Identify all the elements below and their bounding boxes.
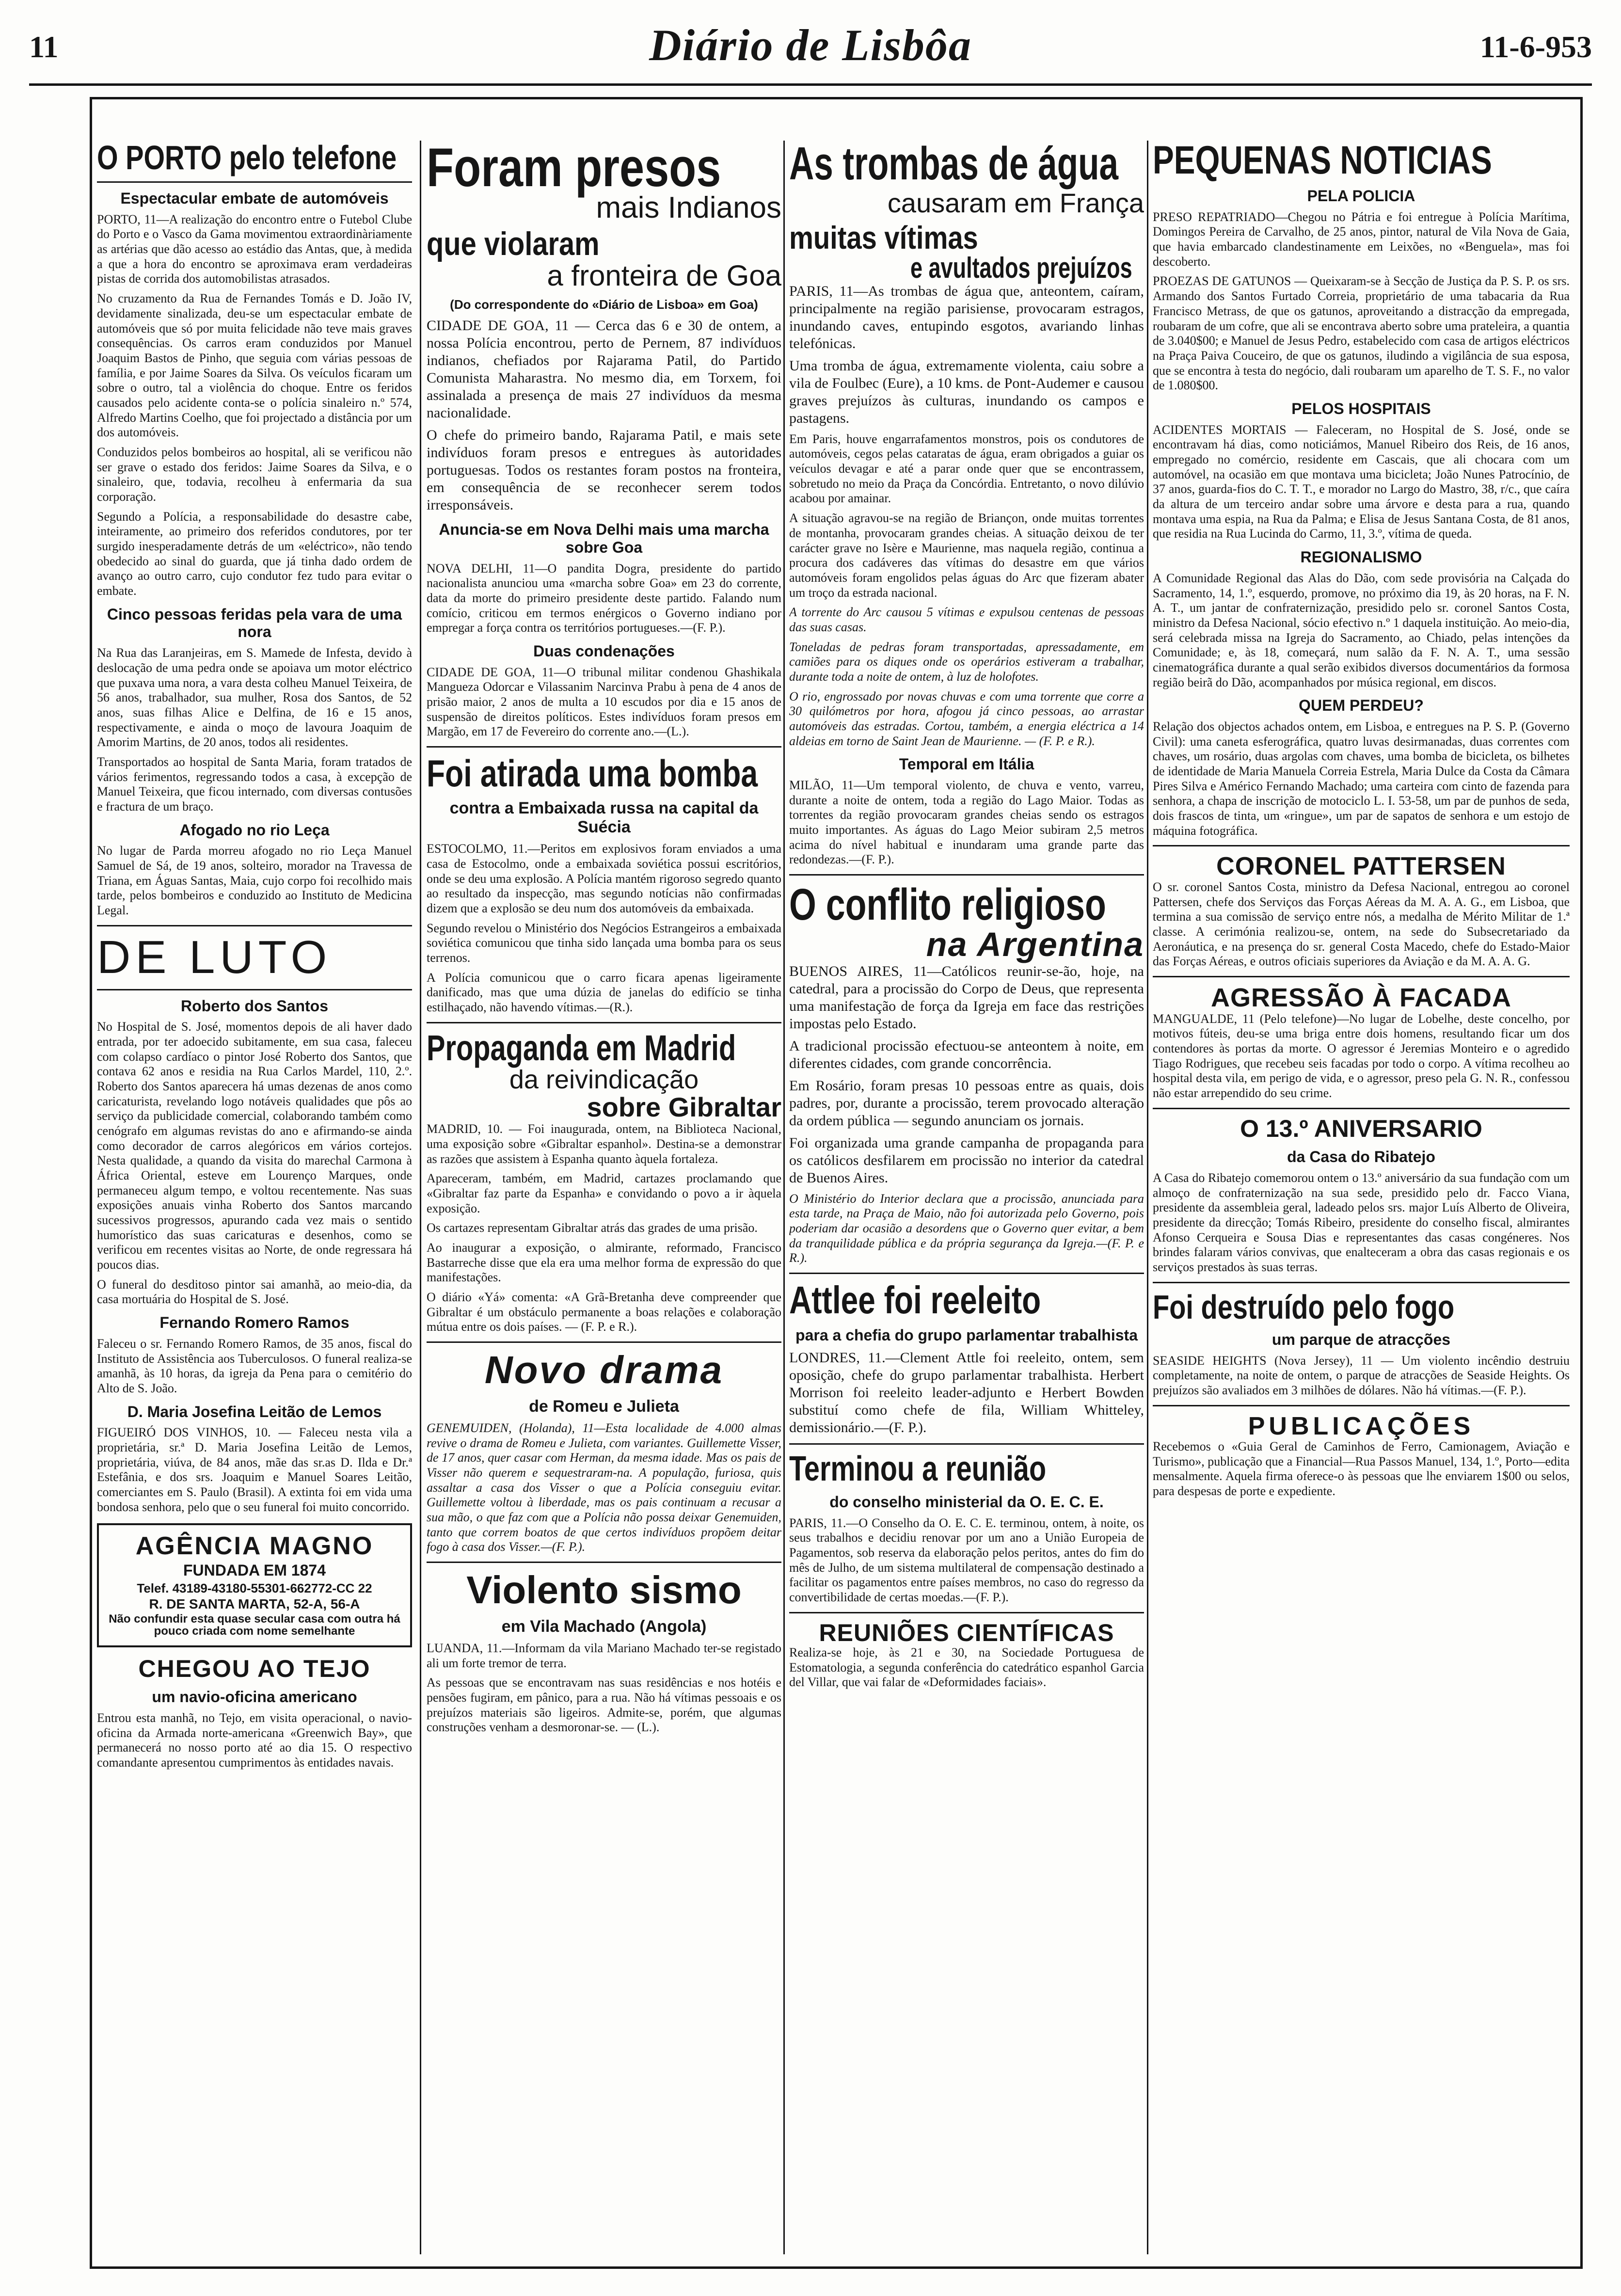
article-facada	[1153, 984, 1570, 1101]
advert-note: Não confundir esta quase secular casa com outra há pouco criada com nome semelhante	[109, 1612, 400, 1638]
rule	[427, 1022, 781, 1023]
headline-coronel: CORONEL PATTERSEN	[1216, 852, 1506, 881]
paragraph: A Polícia comunicou que o carro ficara apenas ligeiramente danificado, mas que uma dúzia de janelas do edifício se tinha estilhaçado, não havendo vítimas.—(R.).	[427, 970, 781, 1014]
paragraph: PARIS, 11—As trombas de água que, anteontem, caíram, principalmente na região parisiense, provocaram estragos, inundando caves, entupindo esgotos, avariando linhas telefónicas.	[789, 283, 1144, 351]
subhead: Roberto dos Santos	[180, 997, 328, 1015]
advert-address: R. DE SANTA MARTA, 52-A, 56-A	[149, 1596, 360, 1611]
paragraph: As pessoas que se encontravam nas suas residências e nos hotéis e pensões fugiram, em pânico, para a rua. Não há vítimas pessoais e os prejuízos materiais são ligeiros. Admite-se, porém, que algumas construções venham a desmoronar-se. — (L.).	[427, 1675, 781, 1735]
rule	[1153, 1108, 1570, 1109]
paragraph: O sr. coronel Santos Costa, ministro da Defesa Nacional, entregou ao coronel Pattersen, chefe dos Serviços das Forças Aéreas da M. A. A. G., em Lisboa, que termina a sua comissão de serviço entre nós, a medalha de Mérito Militar de 1.ª classe. A cerimónia realizou-se, ontem, na sede do Subsecretariado da Aeronáutica, e na presença do sr. general Costa Macedo, chefe do Estado-Maior das Forças Aéreas, e outros oficiais superiores da Aviação e da M. A. A. G.	[1153, 879, 1570, 969]
paragraph: BUENOS AIRES, 11—Católicos reunir-se-ão, hoje, na catedral, para a procissão do Corpo de Deus, que representa uma manifestação de força da Igreja em face das restrições impostas pelo Estado.	[789, 963, 1144, 1032]
article-presos	[427, 141, 781, 739]
column-divider	[783, 141, 785, 2254]
paragraph: ESTOCOLMO, 11.—Peritos em explosivos foram enviados a uma casa de Estocolmo, onde a embaixada soviética possui escritórios, onde se deu uma explosão. A Polícia mantém rigoroso segredo quanto ao resultado da inspecção, mas segundo notícias não confirmadas dizem que a explosão se deu num dos automóveis da embaixada.	[427, 842, 781, 915]
paragraph: PORTO, 11—A realização do encontro entre o Futebol Clube do Porto e o Vasco da Gama movimentou extraordinàriamente as artérias que dão acesso ao estádio das Antas, que, à medida a que a hora do encontro se aproximava eram verdadeiras pistas de corrida dos automobilistas atrasados.	[97, 212, 412, 286]
headline-trombas: As trombas de água	[789, 141, 1119, 190]
paragraph: ACIDENTES MORTAIS — Faleceram, no Hospital de S. José, onde se encontravam há dias, como noticiámos, Manuel Ribeiro dos Reis, de 16 anos, empregado no comércio, residente em Cascais, que ali chocara com um automóvel, na ocasião em que montava uma bicicleta; João Nunes Patrocínio, de 37 anos, guarda-fios do C. T. T., e morador no Largo do Mastro, 38, r/c., que caíra da altura de um terceiro andar sobre uma árvore e desta para a rua, quando montava uma espia, na Rua da Palma; e Elisa de Jesus Santana Costa, de 81 anos, que residia na Rua Lucinda do Carmo, 11, 3.º, vítima de queda.	[1153, 422, 1570, 541]
article-pequenas	[1153, 141, 1570, 838]
article-coronel	[1153, 853, 1570, 969]
advert-agencia-magno	[97, 1523, 412, 1647]
paragraph: A situação agravou-se na região de Briançon, onde muitas torrentes de montanha, provocaram grandes cheias. A situação deixou de ter carácter grave no Isère e Maurienne, mas naquela região, continua a procura dos cadáveres das vítimas do desastre em que vários automóveis foram engolidos pelas águas do Arc que fizeram abater um troço da estrada nacional.	[789, 511, 1144, 600]
paragraph: Segundo revelou o Ministério dos Negócios Estrangeiros a embaixada soviética comunicou que tinha sido lançada uma bomba para os seus terrenos.	[427, 921, 781, 965]
headline-madrid-3: sobre Gibraltar	[587, 1092, 781, 1123]
column-1	[97, 141, 412, 2259]
paragraph: No Hospital de S. José, momentos depois de ali haver dado entrada, por ter adoecido subitamente, em sua casa, faleceu com colapso cardíaco o pintor José Roberto dos Santos, que contava 62 anos e residia na Rua Carlos Mardel, 110, 2.º. Roberto dos Santos aparecera há umas dezenas de anos como caricaturista, revelando logo notáveis qualidades que pôs ao serviço da publicidade comercial, colaborando também como cenógrafo em algumas revistas do ano e afirmando-se ainda como decorador de carros alegóricos em vários cortejos. Nesta qualidade, a quando da visita do marechal Carmona à África Oriental, esteve em Lourenço Marques, onde permaneceu algum tempo, e voltou recentemente. Nas suas exposições anuais vinha Roberto dos Santos marcando sucessivos progressos, apurando cada vez mais o sentido humorístico das suas caricaturas e desenhos, como se verificou em recentes visitas ao Norte, de onde regressara há poucos dias.	[97, 1020, 412, 1272]
article-publicacoes	[1153, 1413, 1570, 1499]
headline-presos-2: mais Indianos	[596, 191, 781, 224]
headline-trombas-4: e avultados prejuízos	[910, 251, 1132, 284]
paragraph: Em Paris, houve engarrafamentos monstros, pois os condutores de automóveis, cegos pelas cataratas de água, eram obrigados a guiar os veículos devagar e até a parar onde quer que se encontrassem, sobretudo no meio da Praça da Concórdia. Entretanto, o novo dilúvio acabou por amainar.	[789, 431, 1144, 506]
subhead: da Casa do Ribatejo	[1287, 1148, 1435, 1166]
paragraph: Conduzidos pelos bombeiros ao hospital, ali se verificou não ser grave o estado dos feridos: Jaime Soares da Silva, e o sinaleiro, que, todavia, recolheu à enfermaria da sua corporação.	[97, 445, 412, 504]
paragraph: A Comunidade Regional das Alas do Dão, com sede provisória na Calçada do Sacramento, 14, 1.º, esquerdo, promove, no próximo dia 19, às 20 horas, na F. N. A. T., um jantar de confraternização, presidido pelo sr. coronel Santos Costa, ministro da Defesa Nacional, sócio efectivo n.º 1 daquela instituição. Ao meio-dia, será celebrada missa na Igreja do Sacramento, ao Chiado, pelas intenções da Comunidade; e, às 18, começará, num salão da F. N. A. T., uma sessão cinematográfica durante a qual serão exibidos diversos documentários da formosa região beirã do Dão, acompanhados por música regional, em discos.	[1153, 571, 1570, 689]
subhead: Afogado no rio Leça	[179, 821, 330, 839]
headline-drama: Novo drama	[484, 1348, 724, 1391]
paragraph: Foi organizada uma grande campanha de propaganda para os católicos desfilarem em procissão no interior da catedral de Buenos Aires.	[789, 1134, 1144, 1186]
paragraph: No lugar de Parda morreu afogado no rio Leça Manuel Samuel de Sá, de 19 anos, solteiro, morador na Travessa de Triana, em Águas Santas, Maia, cujo corpo foi recolhido mais tarde, pelos bombeiros e conduzido ao Instituto de Medicina Legal.	[97, 844, 412, 918]
headline-presos: Foram presos	[427, 141, 721, 198]
paragraph: Ao inaugurar a exposição, o almirante, reformado, Francisco Bastarreche disse que ela era uma melhor forma de expressão do que manifestações.	[427, 1240, 781, 1285]
subhead: em Vila Machado (Angola)	[501, 1617, 707, 1636]
headline-luto: DE LUTO	[97, 931, 332, 983]
paragraph: LONDRES, 11.—Clement Attle foi reeleito, ontem, sem oposição, chefe do grupo parlamentar trabalhista. Herbert Morrison foi reeleito leader-adjunto e Herbert Bowden substituí como chefe de fila, William Whitteley, demissionário.—(F. P.).	[789, 1349, 1144, 1435]
article-luto	[97, 933, 412, 1515]
paragraph: Na Rua das Laranjeiras, em S. Mamede de Infesta, devido à deslocação de uma pedra onde se apoiava um motor eléctrico que puxava uma nora, a vara desta colheu Manuel Teixeira, de 56 anos, trabalhador, sua mulher, Rosa dos Santos, de 52 anos, suas filhas Alice e Delfina, de 16 e 15 anos, respectivamente, e ainda o moço de lavoura Joaquim de Amorim Martins, de 20 anos, todos ali residentes.	[97, 646, 412, 749]
byline: (Do correspondente do «Diário de Lisboa» em Goa)	[450, 297, 758, 312]
paragraph: MADRID, 10. — Foi inaugurada, ontem, na Biblioteca Nacional, uma exposição sobre «Gibraltar espanhol». Destina-se a demonstrar as razões que assistem à Espanha quanto àquela fortaleza.	[427, 1122, 781, 1166]
rule	[97, 181, 412, 183]
subhead: do conselho ministerial da O. E. C. E.	[829, 1493, 1104, 1511]
subhead: para a chefia do grupo parlamentar trabalhista	[795, 1326, 1138, 1344]
headline-madrid-2: da reivindicação	[509, 1065, 699, 1094]
headline-sismo: Violento sismo	[466, 1568, 742, 1612]
rule	[789, 874, 1144, 876]
paragraph: O rio, engrossado por novas chuvas e com uma torrente que corre a 30 quilómetros por hora, afogou já cinco pessoas, ao arrastar automóveis das estradas. Cortou, também, a energia eléctrica a 14 aldeias em torno de Saint Jean de Maurienne. — (F. P. e R.).	[789, 689, 1144, 748]
article-sismo	[427, 1570, 781, 1735]
subhead: Cinco pessoas feridas pela vara de uma nora	[107, 605, 402, 641]
paragraph: PARIS, 11.—O Conselho da O. E. C. E. terminou, ontem, à noite, os seus trabalhos e decidiu renovar por um ano a União Europeia de Pagamentos, sob reserva da elaboração pelos peritos, antes do fim do mês de Julho, de um sistema multilateral de compensação destinado a facilitar os pagamentos entre países membros, no caso do regresso da convertibilidade de certas moedas.—(F. P.).	[789, 1515, 1144, 1604]
advert-phones: Telef. 43189-43180-55301-662772-CC 22	[137, 1580, 372, 1595]
article-bomba	[427, 754, 781, 1015]
subhead: Espectacular embate de automóveis	[120, 190, 389, 207]
headline-publicacoes: PUBLICAÇÕES	[1248, 1412, 1475, 1440]
article-fogo	[1153, 1290, 1570, 1398]
advert-name: AGÊNCIA MAGNO	[135, 1532, 374, 1561]
paragraph: A torrente do Arc causou 5 vítimas e expulsou centenas de pessoas das suas casas.	[789, 605, 1144, 634]
rule	[1153, 976, 1570, 977]
rule	[1153, 845, 1570, 846]
paragraph: Recebemos o «Guia Geral de Caminhos de Ferro, Camionagem, Aviação e Turismo», publicação que a Financial—Rua Passos Manuel, 134, 1.º, Porto—edita mensalmente. Aquela firma oferece-o às pessoas que lhe enviarem 1$00 ou selos, para despesas de porte e expediente.	[1153, 1439, 1570, 1499]
issue-date: 11-6-953	[1479, 30, 1592, 64]
paragraph: SEASIDE HEIGHTS (Nova Jersey), 11 — Um violento incêndio destruiu completamente, na noite de ontem, o parque de atracções de Seaside Heights. Os prejuízos são avaliados em 3 milhões de dólares. Não há vítimas.—(F. P.).	[1153, 1353, 1570, 1397]
article-aniversario	[1153, 1116, 1570, 1275]
headline-pequenas: PEQUENAS NOTICIAS	[1153, 141, 1492, 182]
subhead: REGIONALISMO	[1300, 548, 1422, 566]
masthead-rule	[29, 83, 1592, 86]
paragraph: Em Rosário, foram presas 10 pessoas entre as quais, dois padres, por, durante a procissão, terem provocado alteração da ordem pública — segundo anunciam os jornais.	[789, 1077, 1144, 1129]
subhead: um parque de atracções	[1271, 1330, 1451, 1348]
headline-facada: AGRESSÃO À FACADA	[1210, 983, 1512, 1012]
article-madrid	[427, 1027, 781, 1335]
paragraph: Realiza-se hoje, às 21 e 30, na Sociedade Portuguesa de Estomatologia, a segunda conferência do catedrático espanhol Garcia del Villar, que vai falar de «Deformidades faciais».	[789, 1645, 1144, 1690]
paragraph: CIDADE DE GOA, 11—O tribunal militar condenou Ghashikala Mangueza Odorcar e Vilassanim Narcinva Prabu à pena de 4 anos de prisão maior, 2 anos de multa a 10 escudos por dia e 15 anos de suspensão de direitos políticos. Estes indivíduos foram presos em Margão, em 17 de Fevereiro do corrente ano.—(L.).	[427, 665, 781, 739]
advert-founded: FUNDADA EM 1874	[183, 1562, 326, 1579]
paragraph: PRESO REPATRIADO—Chegou no Pátria e foi entregue à Polícia Marítima, Domingos Pereira de Carvalho, de 25 anos, pintor, natural de Vila Nova de Gaia, que havia embarcado clandestinamente em Leixões, no «Benguela», mas foi descoberto.	[1153, 209, 1570, 269]
paragraph: Relação dos objectos achados ontem, em Lisboa, e entregues na P. S. P. (Governo Civil): uma caneta esferográfica, quatro luvas desirmanadas, duas correntes com chaves, um rosário, duas argolas com chaves, uma bomba de bicicleta, os bilhetes de identidade de Maria Manuela Correia Estrela, Maria Dulce da Costa da Câmara Pires Silva e Américo Fernando Machado; uma carteira com cinto de fazenda para senhora, a chapa de inscrição de motociclo L. I. 53-58, um par de punhos de seda, dois frascos de tinta, um «ringue», um par de sapatos de senhora e um estojo de máquina fotográfica.	[1153, 719, 1570, 838]
headline-presos-3: que violaram	[427, 225, 600, 263]
subhead: QUEM PERDEU?	[1299, 697, 1424, 715]
paragraph: O Ministério do Interior declara que a procissão, anunciada para esta tarde, na Praça de Maio, não foi autorizada pelo Governo, pois poderiam dar ocasião a desordens que o Governo quer evitar, a bem da tranquilidade pública e da própria segurança da Igreja.—(F. P. e R.).	[789, 1191, 1144, 1265]
column-2	[427, 141, 781, 2259]
subhead: de Romeu e Julieta	[529, 1397, 679, 1416]
rule	[427, 1341, 781, 1343]
paragraph: O funeral do desditoso pintor sai amanhã, ao meio-dia, da casa mortuária do Hospital de S. José.	[97, 1277, 412, 1307]
newspaper-title: Diário de Lisbôa	[649, 20, 972, 70]
headline-fogo: Foi destruído pelo fogo	[1153, 1288, 1455, 1326]
subhead: D. Maria Josefina Leitão de Lemos	[127, 1403, 382, 1420]
column-3	[789, 141, 1144, 2259]
paragraph: FIGUEIRÓ DOS VINHOS, 10. — Faleceu nesta vila a proprietária, sr.ª D. Maria Josefina Leitão de Lemos, proprietária, viúva, de 84 anos, mãe das sr.as D. Ilda e Dr.ª Estefânia, e dos srs. Joaquim e Manuel Soares Leitão, comerciantes em S. Paulo (Brasil). A extinta foi em vida uma bondosa senhora, pelo que o seu funeral foi muito concorrido.	[97, 1425, 412, 1514]
headline-trombas-3: muitas vítimas	[789, 219, 978, 255]
article-porto	[97, 141, 412, 918]
subhead: Duas condenações	[533, 642, 675, 660]
paragraph: A Casa do Ribatejo comemorou ontem o 13.º aniversário da sua fundação com um almoço de confraternização na sua sede, presidido pelo dr. Facco Viana, presidente da assembleia geral, ladeado pelos srs. major Luís Alberto de Oliveira, presidente da direcção; Tomás Ribeiro, presidente do conselho fiscal, almirantes Afonso Cerqueira e Sousa Dias e representantes das casas congéneres. Nos brindes falaram vários convivas, que enalteceram a obra das casas regionais e os serviços prestados às suas terras.	[1153, 1171, 1570, 1275]
article-attlee	[789, 1278, 1144, 1436]
paragraph: Segundo a Polícia, a responsabilidade do desastre cabe, inteiramente, ao primeiro dos referidos condutores, por ter surgido inesperadamente detrás de um «eléctrico», não tendo obedecido ao sinal do guarda, que já tinha dado ordem de avanço ao outro carro, cujo condutor fez tudo para evitar o embate.	[97, 509, 412, 598]
article-trombas	[789, 141, 1144, 867]
paragraph: Faleceu o sr. Fernando Romero Ramos, de 35 anos, fiscal do Instituto de Assistência aos Tuberculosos. O funeral realiza-se amanhã, às 10 horas, da igreja da Pena para o cemitério do Alto de S. João.	[97, 1336, 412, 1395]
column-divider	[1147, 141, 1148, 2254]
paragraph: MANGUALDE, 11 (Pelo telefone)—No lugar de Lobelhe, deste concelho, por motivos fúteis, deu-se uma briga entre dois homens, resultando ficar um dos contendores às portas da morte. O agressor é Jeremias Monteiro e o agredido Tiago Rodrigues, que recebeu seis facadas por todo o corpo. A vítima recolheu ao hospital desta vila, em perigo de vida, e o agressor, preso pela G. N. R., confessou não estar arrependido do seu crime.	[1153, 1011, 1570, 1100]
subhead: PELOS HOSPITAIS	[1291, 399, 1431, 417]
headline-attlee: Attlee foi reeleito	[789, 1278, 1041, 1322]
paragraph: CIDADE DE GOA, 11 — Cerca das 6 e 30 de ontem, a nossa Polícia encontrou, perto de Pernem, 87 indivíduos indianos, chefiados por Rajarama Patil, do Partido Comunista Maharastra. No mesmo dia, em Torxem, foi assinalada a presença de mais 27 indivíduos da mesma nacionalidade.	[427, 317, 781, 421]
paragraph: O diário «Yá» comenta: «A Grã-Bretanha deve compreender que Gibraltar é um obstáculo permanente a boas relações e colaboração mútua entre os dois países. — (F. P. e R.).	[427, 1290, 781, 1334]
masthead	[29, 19, 1592, 73]
subhead: Fernando Romero Ramos	[159, 1314, 350, 1332]
paragraph: Transportados ao hospital de Santa Maria, foram tratados de vários ferimentos, regressando todos a casa, à excepção de Manuel Teixeira, que ficou internado, com diversas contusões e fractura de um braço.	[97, 754, 412, 813]
paragraph: GENEMUIDEN, (Holanda), 11—Esta localidade de 4.000 almas revive o drama de Romeu e Julieta, com variantes. Guillemette Visser, de 17 anos, quer casar com Herman, da mesma idade. Mas os pais de Visser não querem e sequestraram-na. A população, furiosa, quis assaltar a casa dos Visser o que a Polícia conseguiu evitar. Guillemette voltou à liberdade, mas os pais continuam a recusar a sua mão, o que faz com que a Polícia não possa deixar Genemuiden, tanto que correm boatos de que certos indivíduos propõem deitar fogo à casa dos Visser.—(F. P.).	[427, 1420, 781, 1554]
headline-reuniao: Terminou a reunião	[789, 1449, 1047, 1488]
paragraph: Apareceram, também, em Madrid, cartazes proclamando que «Gibraltar faz parte da Espanha» e convidando o povo a ir àquela exposição.	[427, 1171, 781, 1215]
rule	[789, 1273, 1144, 1274]
rule	[1153, 1282, 1570, 1283]
article-drama	[427, 1350, 781, 1555]
column-divider	[420, 141, 421, 2254]
paragraph: Toneladas de pedras foram transportadas, apressadamente, em camiões para os diques onde os operários estiveram a trabalhar, durante toda a noite de ontem, à luz de holofotes.	[789, 639, 1144, 684]
rule	[1153, 1405, 1570, 1406]
paragraph: LUANDA, 11.—Informam da vila Mariano Machado ter-se registado ali um forte tremor de terra.	[427, 1641, 781, 1670]
headline-argentina: O conflito religioso	[789, 880, 1106, 930]
column-4	[1153, 141, 1570, 2259]
headline-cientificas: REUNIÕES CIENTÍFICAS	[819, 1619, 1114, 1646]
headline-argentina-2: na Argentina	[926, 925, 1144, 964]
rule	[97, 925, 412, 926]
headline-aniversario: O 13.º ANIVERSARIO	[1240, 1115, 1482, 1142]
paragraph: No cruzamento da Rua de Fernandes Tomás e D. João IV, devidamente sinalizada, deu-se um espectacular embate de automóveis que só por muita felicidade não teve mais graves consequências. Os carros eram conduzidos por Manuel Joaquim Bastos de Pinho, que seguia com várias pessoas de família, e por Jaime Soares da Silva. Os veículos ficaram um sobre o outro, tal a violência do choque. Entre os feridos causados pelo acidente conta-se o polícia sinaleiro n.º 574, Alfredo Martins Coelho, que foi projectado a distância por um dos automóveis.	[97, 291, 412, 440]
paragraph: NOVA DELHI, 11—O pandita Dogra, presidente do partido nacionalista anunciou uma «marcha sobre Goa» em 23 do corrente, data da morte do primeiro presidente deste partido. Falando num comício, criticou em termos enérgicos o Governo indiano por empregar a força contra os territórios portugueses.—(F. P.).	[427, 561, 781, 635]
paragraph: Os cartazes representam Gibraltar atrás das grades de uma prisão.	[427, 1221, 758, 1235]
rule	[789, 1443, 1144, 1445]
rule	[427, 1562, 781, 1563]
subhead: PELA POLICIA	[1307, 187, 1415, 205]
headline-porto: O PORTO pelo telefone	[97, 141, 397, 176]
article-argentina	[789, 882, 1144, 1266]
paragraph: Uma tromba de água, extremamente violenta, caiu sobre a vila de Foulbec (Eure), a 10 kms. de Pont-Audemer e causou graves prejuízos às culturas, inundando os campos e pastagens.	[789, 357, 1144, 426]
paragraph: O chefe do primeiro bando, Rajarama Patil, e mais sete indivíduos foram presos e entregues às autoridades portuguesas. Todos os restantes foram postos na fronteira, em consequência de se reconhecer serem todos irresponsáveis.	[427, 427, 781, 513]
headline-presos-4: a fronteira de Goa	[547, 259, 781, 292]
article-tejo	[97, 1656, 412, 1770]
headline-trombas-2: causaram em França	[887, 188, 1144, 218]
headline-bomba: Foi atirada uma bomba	[427, 752, 758, 795]
paragraph: PROEZAS DE GATUNOS — Queixaram-se à Secção de Justiça da P. S. P. os srs. Armando dos Santos Furtado Correia, proprietário de uma tabacaria da Rua Francisco Metrass, de que os gatunos, aproveitando a distracção da empregada, roubaram de um cofre, que ali se encontrava aberto sobre uma prateleira, a quantia de 3.040$00; e Manuel de Jesus Pedro, estabelecido com casa de artigos eléctricos na Praça Paiva Couceiro, de que os gatunos, iludindo a vigilância de sua esposa, que se encontra à testa do negócio, dali roubaram um aparelho de T. S. F., no valor de 1.080$00.	[1153, 274, 1570, 393]
rule	[97, 989, 412, 990]
article-reuniao	[789, 1451, 1144, 1605]
page-number: 11	[29, 30, 59, 64]
paragraph: Entrou esta manhã, no Tejo, em visita operacional, o navio-oficina da Armada norte-americana «Greenwich Bay», que permanecerá no nosso porto até ao dia 15. O respectivo comandante apresentou cumprimentos às entidades navais.	[97, 1710, 412, 1770]
rule	[789, 1612, 1144, 1613]
subhead: contra a Embaixada russa na capital da Suécia	[449, 799, 759, 837]
paragraph: A tradicional procissão efectuou-se anteontem à noite, em diferentes cidades, com grande concorrência.	[789, 1037, 1144, 1071]
paragraph: MILÃO, 11—Um temporal violento, de chuva e vento, varreu, durante a noite de ontem, toda a região do Lago Maior. Todas as torrentes da região provocaram grandes cheias sendo os estragos muito importantes. As águas do Lago Meior subiram 2,5 metros acima do nível habitual e inundaram uma grande parte das redondezas.—(F. P.).	[789, 778, 1144, 867]
subhead: Temporal em Itália	[899, 755, 1034, 773]
headline-madrid: Propaganda em Madrid	[427, 1027, 736, 1068]
subhead: Anuncia-se em Nova Delhi mais uma marcha sobre Goa	[439, 520, 769, 556]
article-cientificas	[789, 1620, 1144, 1690]
headline-tejo: CHEGOU AO TEJO	[138, 1655, 371, 1682]
subhead: um navio-oficina americano	[152, 1688, 357, 1706]
rule	[427, 746, 781, 748]
